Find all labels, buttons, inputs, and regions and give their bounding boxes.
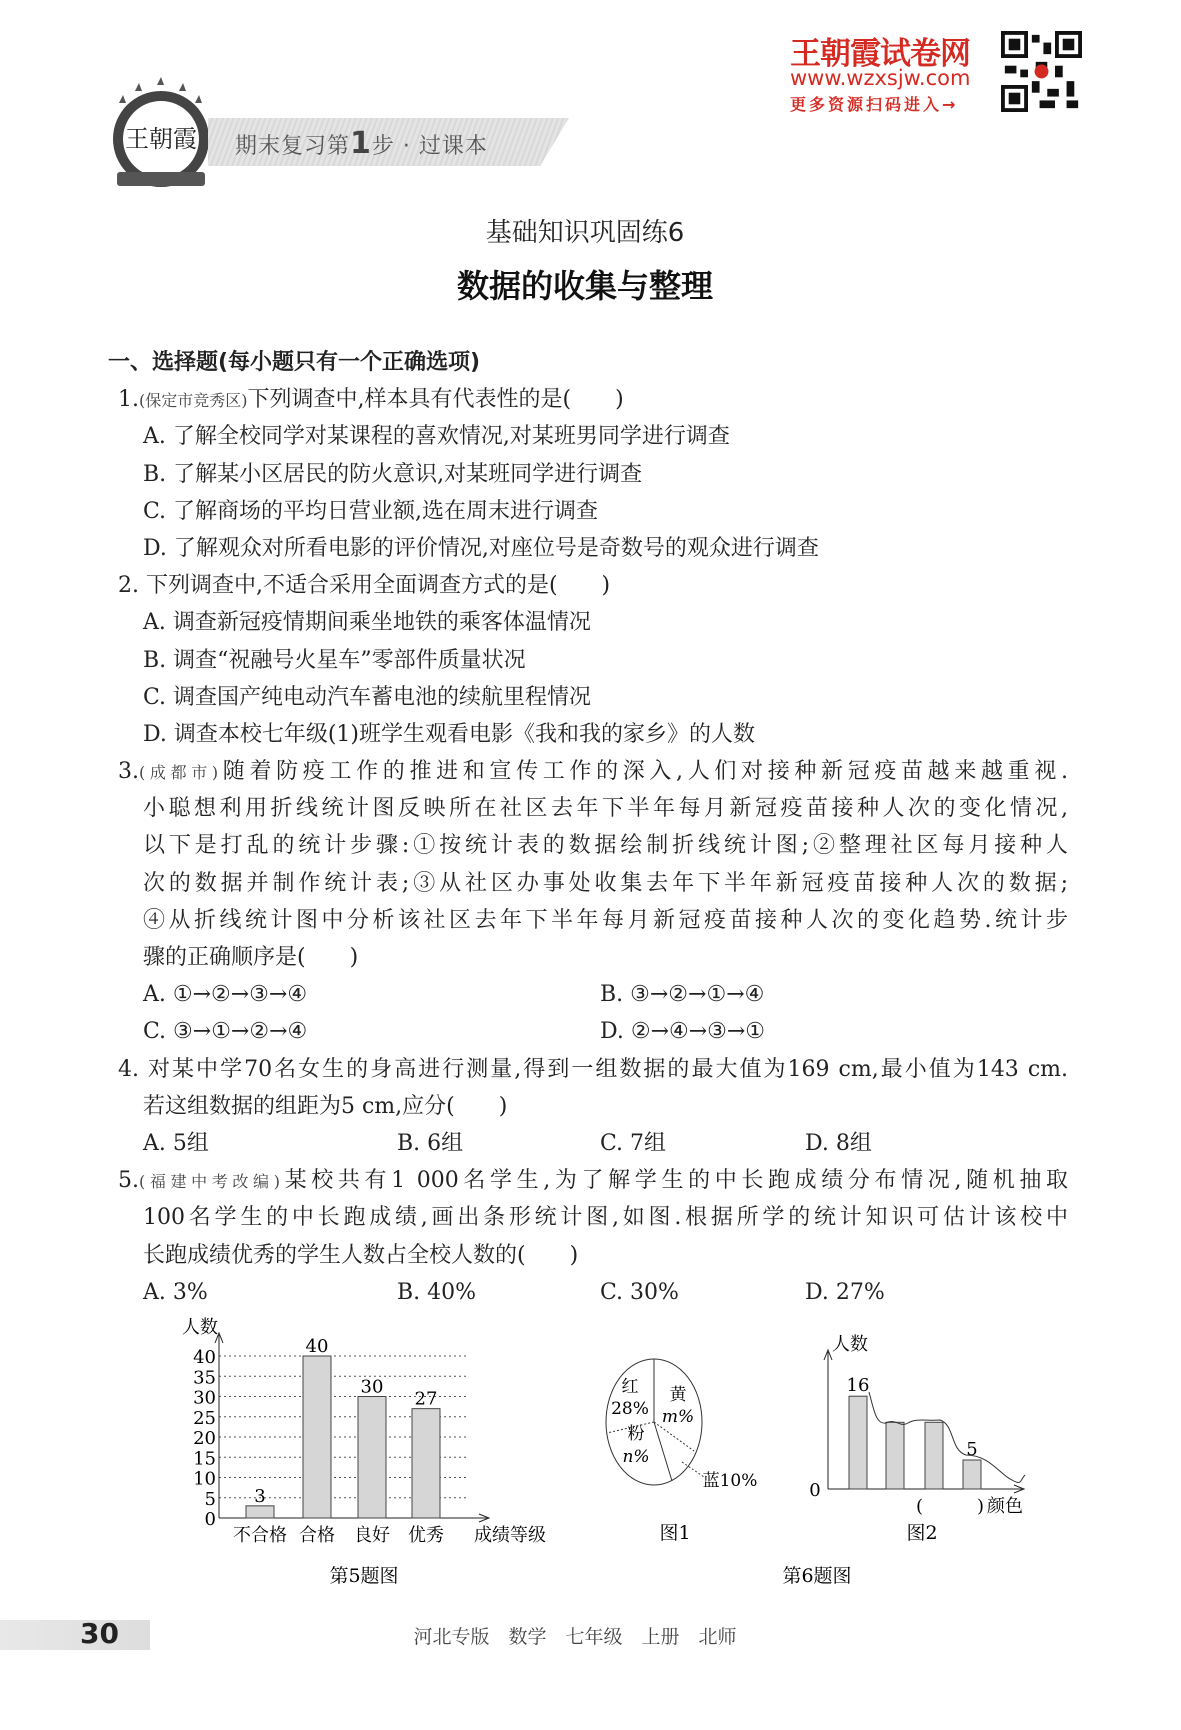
y-tick-label: 0 (204, 1509, 216, 1530)
y-tick-label: 5 (204, 1488, 216, 1510)
y-axis-label: 人数 (832, 1334, 868, 1355)
x-axis-label: 颜色 (987, 1496, 1023, 1517)
q2-option-c: C. 调查国产纯电动汽车蓄电池的续航里程情况 (143, 684, 592, 710)
bar (412, 1409, 440, 1518)
q3-option-c: C. ③→①→②→④ (143, 1019, 308, 1045)
q3-stem-line: ④从折线统计图中分析该社区去年下半年每月新冠疫苗接种人次的变化趋势.统计步 (143, 907, 1068, 933)
wangzhaoxia-logo (109, 77, 213, 202)
q5-stem-line: 长跑成绩优秀的学生人数占全校人数的( ) (143, 1242, 579, 1268)
q4-stem-line: 4. 对某中学70名女生的身高进行测量,得到一组数据的最大值为169 cm,最小值为143 cm. (118, 1056, 1068, 1082)
bar (246, 1506, 274, 1518)
x-tick-label: 不合格 (233, 1525, 287, 1546)
q6-pie-chart (606, 1359, 757, 1491)
step-banner-text: 期末复习第1步 · 过课本 (235, 126, 488, 161)
q3-option-a: A. ①→②→③→④ (143, 982, 308, 1008)
q1-option-c: C. 了解商场的平均日营业额,选在周末进行调查 (143, 498, 599, 524)
x-tick-label: 优秀 (408, 1525, 444, 1546)
q5-option-a: A. 3% (143, 1279, 208, 1305)
fig6-caption: 第6题图 (782, 1565, 852, 1587)
pie-value: n% (622, 1447, 650, 1467)
fig5-caption: 第5题图 (329, 1565, 399, 1587)
q1-stem: 1.(保定市竞秀区)下列调查中,样本具有代表性的是( ) (118, 387, 624, 413)
brand-url[interactable]: www.wzxsjw.com (790, 66, 971, 90)
origin-label: 0 (809, 1480, 821, 1501)
q5-stem-line: 5.(福建中考改编)某校共有1 000名学生,为了解学生的中长跑成绩分布情况,随机抽取 (118, 1168, 1068, 1194)
q5-option-b: B. 40% (397, 1279, 477, 1305)
q3-stem-line: 骤的正确顺序是( ) (143, 945, 359, 970)
q3-option-b: B. ③→②→①→④ (600, 982, 765, 1008)
q4-stem-line: 若这组数据的组距为5 cm,应分( ) (143, 1093, 508, 1119)
q1-option-a: A. 了解全校同学对某课程的喜欢情况,对某班男同学进行调查 (143, 424, 730, 450)
pie-label: 粉 (627, 1424, 645, 1444)
q3-stem-line: 以下是打乱的统计步骤:①按统计表的数据绘制折线统计图;②整理社区每月接种人 (143, 833, 1068, 859)
q5-option-c: C. 30% (600, 1279, 679, 1305)
exercise-subtitle: 基础知识巩固练6 (485, 218, 685, 248)
y-tick-label: 10 (193, 1468, 216, 1490)
pie-value: 28% (611, 1399, 649, 1419)
bar-value-label: 16 (846, 1375, 870, 1397)
q3-stem-line: 小聪想利用折线统计图反映所在社区去年下半年每月新冠疫苗接种人次的变化情况, (143, 796, 1068, 822)
y-tick-label: 35 (193, 1367, 216, 1389)
q4-option-c: C. 7组 (600, 1130, 667, 1156)
q3-option-d: D. ②→④→③→① (600, 1019, 766, 1045)
pie-value: m% (661, 1407, 695, 1427)
q4-option-b: B. 6组 (397, 1130, 464, 1156)
bar-value-label: 30 (360, 1376, 384, 1398)
q2-option-d: D. 调查本校七年级(1)班学生观看电影《我和我的家乡》的人数 (143, 721, 756, 747)
bar (963, 1460, 981, 1489)
x-tick-label: 良好 (354, 1525, 390, 1546)
fig1-caption: 图1 (659, 1522, 691, 1544)
bar (886, 1422, 904, 1489)
bar-value-label: 27 (414, 1388, 438, 1410)
figures (0, 1290, 1181, 1600)
bar (925, 1422, 943, 1489)
y-axis-label: 人数 (182, 1317, 218, 1338)
pie-label: 黄 (669, 1385, 687, 1405)
q3-stem-line: 3.(成都市)随着防疫工作的推进和宣传工作的深入,人们对接种新冠疫苗越来越重视. (118, 759, 1068, 785)
pie-label: 红 (621, 1377, 639, 1397)
brand-more: 更多资源扫码进入→ (790, 95, 959, 114)
page-title: 数据的收集与整理 (456, 267, 713, 305)
x-tick-label: 合格 (299, 1525, 335, 1546)
bar-value-label: 5 (966, 1439, 978, 1460)
bar-value-label: 3 (254, 1485, 266, 1507)
q4-options-row (118, 1125, 1068, 1162)
pie-label-blue: 蓝10% (702, 1471, 758, 1491)
logo-text: 王朝霞 (125, 125, 197, 153)
q5-stem-line: 100名学生的中长跑成绩,画出条形统计图,如图.根据所学的统计知识可估计该校中 (143, 1205, 1068, 1231)
section-heading: 一、选择题(每小题只有一个正确选项) (108, 350, 481, 375)
q4-option-a: A. 5组 (143, 1130, 209, 1156)
y-tick-label: 15 (193, 1448, 216, 1470)
q2-option-a: A. 调查新冠疫情期间乘坐地铁的乘客体温情况 (143, 610, 591, 636)
x-axis-blank: ( ) (915, 1496, 985, 1517)
y-tick-label: 30 (193, 1387, 216, 1409)
y-tick-label: 25 (193, 1407, 216, 1429)
bar (849, 1396, 867, 1489)
q1-option-d: D. 了解观众对所看电影的评价情况,对座位号是奇数号的观众进行调查 (143, 535, 819, 561)
q6-torn-bar-chart (809, 1334, 1025, 1517)
bar-value-label: 40 (305, 1336, 329, 1357)
qr-code-icon[interactable] (1000, 31, 1083, 112)
q3-options-row (118, 1013, 1068, 1050)
fig2-caption: 图2 (906, 1522, 938, 1544)
bar (358, 1397, 386, 1519)
y-tick-label: 40 (193, 1347, 216, 1368)
q3-options-row (118, 976, 1068, 1013)
q3-stem-line: 次的数据并制作统计表;③从社区办事处收集去年下半年新冠疫苗接种人次的数据; (143, 870, 1068, 896)
q2-option-b: B. 调查“祝融号火星车”零部件质量状况 (143, 647, 526, 673)
q4-option-d: D. 8组 (805, 1130, 872, 1156)
q2-stem: 2. 下列调查中,不适合采用全面调查方式的是( ) (118, 573, 611, 599)
x-axis-label: 成绩等级 (474, 1525, 546, 1546)
q1-option-b: B. 了解某小区居民的防火意识,对某班同学进行调查 (143, 461, 643, 487)
q5-bar-chart (182, 1317, 546, 1546)
page-number: 30 (80, 1617, 119, 1650)
y-tick-label: 20 (193, 1428, 216, 1449)
bar (303, 1356, 331, 1518)
brand-name: 王朝霞试卷网 (790, 36, 970, 72)
q5-option-d: D. 27% (805, 1279, 885, 1305)
question-list (108, 344, 1068, 1311)
footer-info: 河北专版 数学 七年级 上册 北师 (413, 1626, 737, 1648)
